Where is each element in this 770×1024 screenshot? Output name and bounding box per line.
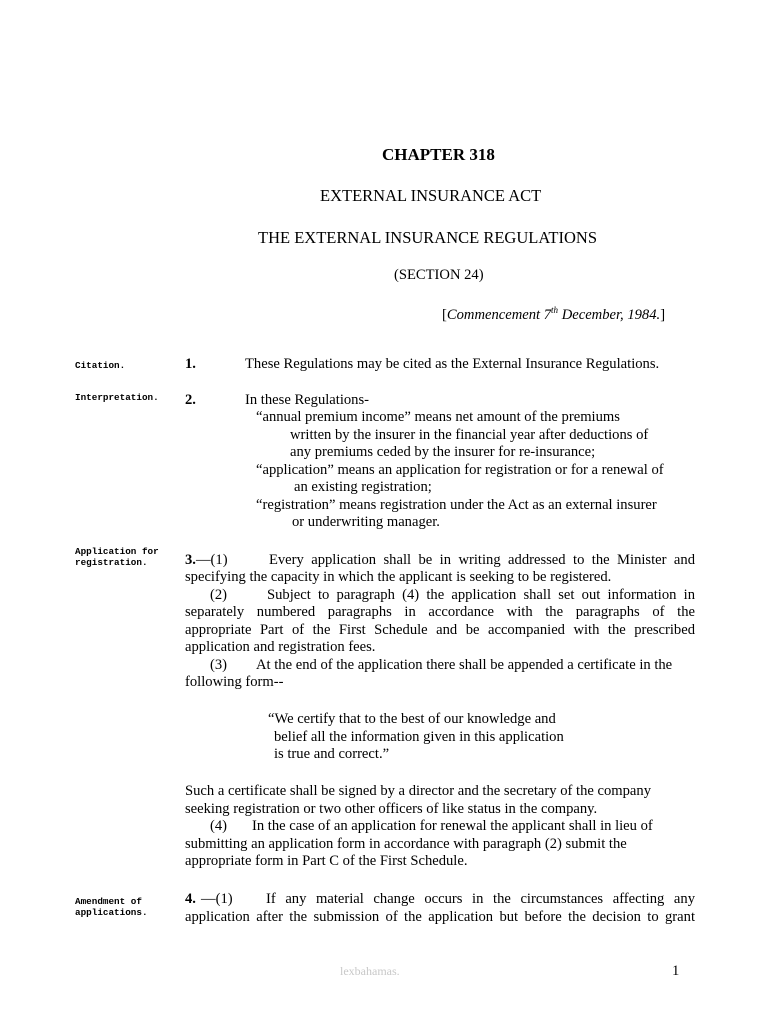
paragraph-line: appropriate form in Part C of the First Schedule. (185, 853, 468, 869)
paragraph-line: seeking registration or two other officers of like status in the company. (185, 801, 598, 817)
commencement-superscript: th (551, 305, 559, 315)
reg3-para3-line1 (185, 657, 695, 675)
commencement-line (442, 302, 665, 324)
act-title: EXTERNAL INSURANCE ACT (320, 186, 542, 205)
reg3-para1-line1 (185, 552, 695, 570)
margin-note-line: Application for (75, 546, 159, 557)
reg4-text: If any material change occurs in the circumstances affecting any (266, 891, 695, 907)
margin-note-amendment (75, 897, 148, 918)
margin-note-line: Amendment of (75, 896, 142, 907)
reg3-para4-line1 (185, 818, 653, 836)
reg4-number: 4. (185, 891, 196, 907)
reg3-number: 3. (185, 552, 196, 568)
paragraph-line: separately numbered paragraphs in accordance with the paragraphs of the (185, 604, 695, 620)
definition-annual-premium-income: “annual premium income” means net amount of the premiums (256, 409, 620, 425)
reg3-para2-line1 (185, 587, 695, 605)
reg3-para2-text: Subject to paragraph (4) the application shall set out information in (267, 587, 695, 603)
paragraph-line: appropriate Part of the First Schedule and be accompanied with the prescribed (185, 622, 695, 638)
definition-line: or underwriting manager. (292, 514, 440, 530)
commencement-date: December, 1984. (558, 306, 661, 323)
margin-note-line: applications. (75, 906, 148, 918)
reg2-number: 2. (185, 392, 196, 408)
definition-application: “application” means an application for registration or for a renewal of (256, 462, 664, 478)
reg4-head: —(1) (201, 891, 233, 907)
reg1-number: 1. (185, 356, 196, 372)
definition-registration: “registration” means registration under the Act as an external insurer (256, 497, 657, 513)
paragraph-line: application and registration fees. (185, 639, 376, 655)
reg3-para3-head: (3) (210, 657, 228, 673)
margin-note-application (75, 547, 159, 568)
commencement-text: Commencement 7 (446, 306, 552, 323)
reg3-para1-text: Every application shall be in writing addressed to the Minister and (268, 552, 695, 568)
regulations-title: THE EXTERNAL INSURANCE REGULATIONS (258, 228, 597, 247)
margin-note-line: registration. (75, 556, 148, 568)
section-reference: (SECTION 24) (394, 267, 484, 283)
reg3-para3-text: At the end of the application there shall be appended a certificate in the (256, 657, 673, 673)
reg3-para2-head: (2) (210, 587, 228, 603)
paragraph-line: submitting an application form in accordance with paragraph (2) submit the (185, 836, 627, 852)
paragraph-line: specifying the capacity in which the applicant is seeking to be registered. (185, 569, 612, 585)
margin-note-citation: Citation. (75, 360, 126, 371)
reg3-para1-head: —(1) (195, 552, 228, 568)
page-number: 1 (672, 963, 680, 979)
footer-source: lexbahamas. (340, 964, 400, 978)
paragraph-line: following form-- (185, 674, 284, 690)
certificate-quote-line: “We certify that to the best of our knowledge and (268, 711, 556, 727)
reg1-text: These Regulations may be cited as the External Insurance Regulations. (245, 356, 660, 372)
commencement-close-bracket: ] (660, 306, 666, 323)
reg2-intro: In these Regulations- (245, 392, 370, 408)
definition-line: any premiums ceded by the insurer for re-insurance; (290, 444, 596, 460)
reg4-line1 (185, 891, 695, 909)
definition-line: written by the insurer in the financial year after deductions of (290, 427, 649, 443)
reg3-para4-text: In the case of an application for renewal the applicant shall in lieu of (252, 818, 653, 834)
certificate-quote-line: belief all the information given in this application (274, 729, 564, 745)
reg3-para4-head: (4) (210, 818, 228, 834)
paragraph-line: application after the submission of the application but before the decision to grant (185, 909, 695, 925)
chapter-title: CHAPTER 318 (382, 145, 495, 164)
certificate-quote-line: is true and correct.” (274, 746, 390, 762)
commencement-open-bracket: [ (442, 306, 447, 323)
margin-note-interpretation: Interpretation. (75, 392, 159, 403)
paragraph-line: Such a certificate shall be signed by a director and the secretary of the company (185, 783, 651, 799)
definition-line: an existing registration; (294, 479, 432, 495)
